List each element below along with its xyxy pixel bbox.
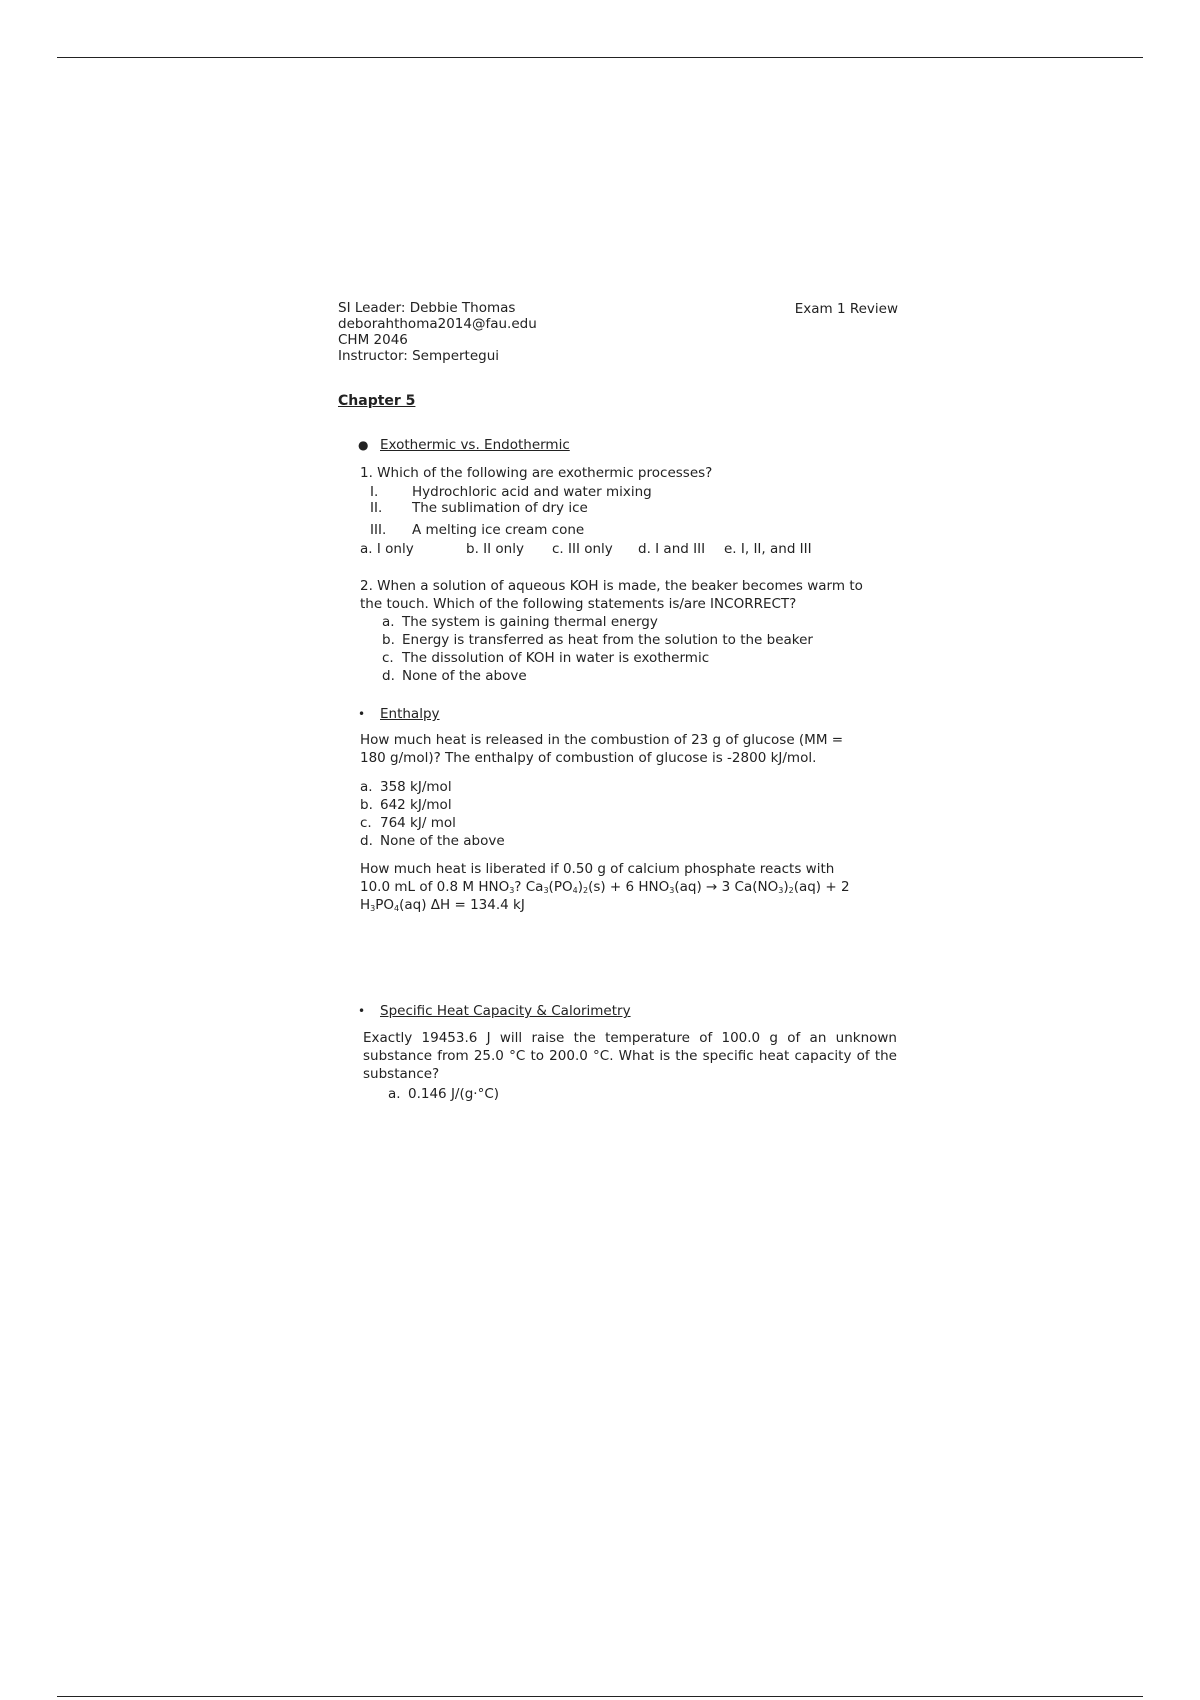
choice: c. III only	[552, 541, 613, 558]
bullet-icon: •	[358, 1004, 366, 1019]
list-item: I. Hydrochloric acid and water mixing	[370, 484, 652, 501]
email: deborahthoma2014@fau.edu	[338, 316, 537, 332]
topic-enthalpy	[358, 705, 898, 723]
course: CHM 2046	[338, 332, 408, 348]
bullet-icon: •	[358, 707, 366, 721]
list-item: b. 642 kJ/mol	[360, 796, 452, 813]
question-3: How much heat is released in the combustion of 23 g of glucose (MM = 180 g/mol)? The enthalpy of combustion of glucose is -2800 kJ/mol.	[360, 732, 844, 767]
list-item: III. A melting ice cream cone	[370, 522, 585, 539]
topic-label: Exothermic vs. Endothermic	[380, 436, 570, 453]
question-2: 2. When a solution of aqueous KOH is made, the beaker becomes warm to the touch. Which of the following statements is/are INCORRECT?	[360, 577, 863, 612]
bottom-rule	[57, 1696, 1143, 1697]
list-item: d. None of the above	[360, 832, 505, 849]
review-title: Exam 1 Review	[794, 301, 898, 317]
topic-specific-heat	[358, 1002, 898, 1020]
si-leader: SI Leader: Debbie Thomas	[338, 300, 516, 316]
choice: e. I, II, and III	[724, 541, 812, 558]
q3-options	[360, 778, 898, 850]
bullet-icon: ●	[358, 437, 369, 452]
choice: d. I and III	[638, 541, 706, 558]
list-item: d. None of the above	[382, 667, 527, 684]
list-item: a. The system is gaining thermal energy	[382, 613, 658, 630]
question-5: Exactly 19453.6 J will raise the temperature of 100.0 g of an unknown substance from 25.0 °C to 200.0 °C. What is the specific heat capacity of the substance?	[363, 1029, 897, 1082]
list-item: a. 358 kJ/mol	[360, 778, 452, 795]
question-4: How much heat is liberated if 0.50 g of calcium phosphate reacts with 10.0 mL of 0.8 M $HNO_3$? $Ca_3(PO_4)_2(s) + 6$ $HNO_3(aq) \to 3$ $Ca(NO_3)_2(aq) + 2$ $H_3PO_4(aq) \Delta H = 134.4$ kJ	[360, 860, 850, 914]
topic-label: Specific Heat Capacity & Calorimetry	[380, 1003, 631, 1020]
q1-roman-list	[338, 484, 898, 538]
document-page	[338, 300, 898, 1103]
topic-label: Enthalpy	[380, 705, 440, 722]
top-rule	[57, 57, 1143, 58]
choice: a. I only	[360, 541, 414, 558]
list-item: c. The dissolution of KOH in water is exothermic	[382, 649, 710, 666]
instructor: Instructor: Sempertegui	[338, 348, 500, 364]
choice: b. II only	[466, 541, 524, 558]
list-item: c. 764 kJ/ mol	[360, 814, 456, 831]
document-header	[338, 300, 898, 366]
q1-choices	[360, 540, 898, 558]
topic-exothermic	[358, 436, 898, 454]
question-1: 1. Which of the following are exothermic processes?	[360, 465, 713, 482]
chapter-title: Chapter 5	[338, 393, 416, 409]
list-item: II. The sublimation of dry ice	[370, 500, 588, 517]
list-item: b. Energy is transferred as heat from the solution to the beaker	[382, 631, 813, 648]
list-item: a. 0.146 J/(g·°C)	[388, 1086, 500, 1103]
q2-options	[382, 613, 898, 685]
q5-options	[388, 1085, 898, 1103]
